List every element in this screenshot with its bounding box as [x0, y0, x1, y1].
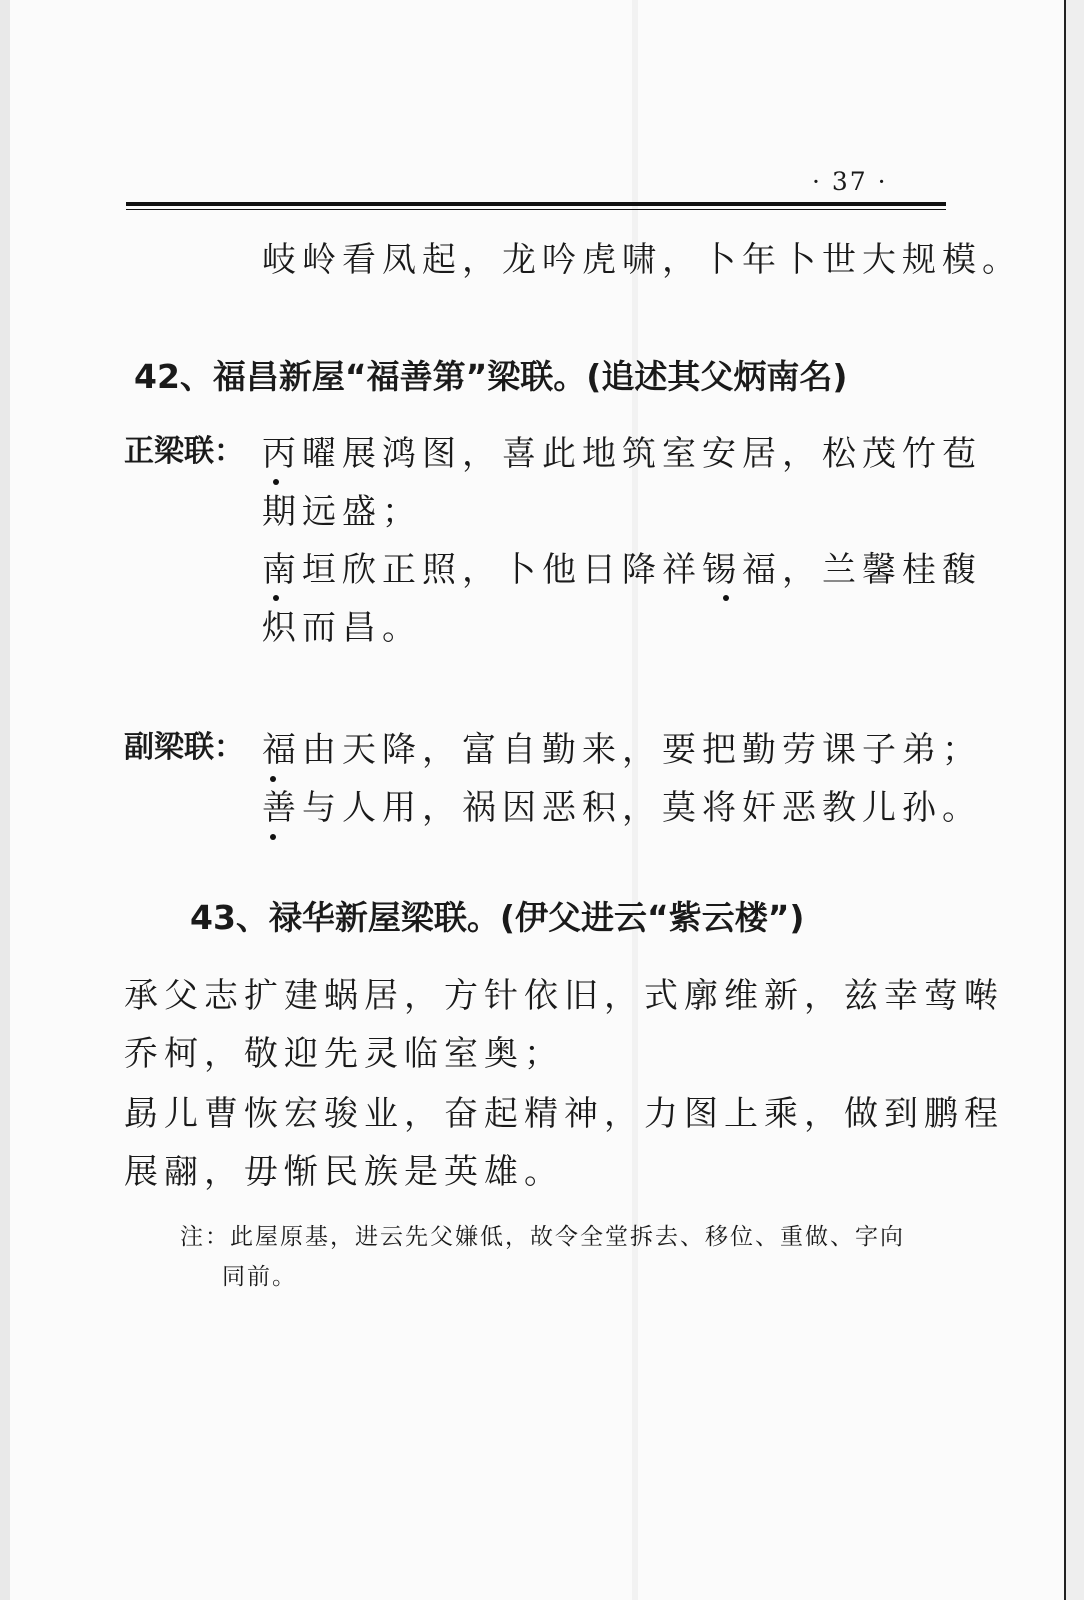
emphasis-dot — [273, 595, 279, 601]
secondary-couplet-line: 福由天降，富自勤来，要把勤劳课子弟； — [262, 730, 982, 770]
scan-right-edge — [1064, 0, 1084, 1600]
main-couplet-line: 丙曜展鸿图，喜此地筑室安居，松茂竹苞 — [262, 434, 982, 474]
header-rule — [126, 202, 946, 206]
emphasis-dot — [270, 834, 276, 840]
secondary-couplet-line: 善与人用，祸因恶积，莫将奸恶教儿孙。 — [262, 788, 982, 828]
scan-left-edge — [0, 0, 10, 1600]
section-43-heading: 43、禄华新屋梁联。(伊父进云“紫云楼”) — [190, 898, 805, 937]
main-couplet-line: 南垣欣正照，卜他日降祥锡福，兰馨桂馥 — [262, 550, 982, 590]
couplet-line: 承父志扩建蜗居，方针依旧，式廓维新，兹幸莺啭 — [124, 976, 1004, 1016]
emphasis-dot — [270, 776, 276, 782]
main-couplet-line: 期远盛； — [262, 492, 422, 532]
intro-line: 岐岭看凤起，龙吟虎啸，卜年卜世大规模。 — [262, 240, 1022, 280]
main-couplet-line: 炽而昌。 — [262, 608, 422, 648]
emphasis-dot — [723, 595, 729, 601]
page-number: · 37 · — [812, 167, 888, 196]
header-rule-thin — [126, 209, 946, 210]
section-42-heading: 42、福昌新屋“福善第”梁联。(追述其父炳南名) — [134, 357, 848, 396]
scan-right-border — [1064, 0, 1066, 1600]
note-line: 同前。 — [222, 1264, 297, 1290]
emphasis-dot — [273, 479, 279, 485]
couplet-line: 展翮，毋惭民族是英雄。 — [124, 1152, 564, 1192]
secondary-couplet-label: 副梁联： — [124, 730, 244, 765]
couplet-line: 勗儿曹恢宏骏业，奋起精神，力图上乘，做到鹏程 — [124, 1094, 1004, 1134]
note-line: 注：此屋原基，进云先父嫌低，故令全堂拆去、移位、重做、字向 — [180, 1224, 905, 1250]
couplet-line: 乔柯，敬迎先灵临室奥； — [124, 1034, 564, 1074]
main-couplet-label: 正梁联： — [124, 434, 244, 469]
